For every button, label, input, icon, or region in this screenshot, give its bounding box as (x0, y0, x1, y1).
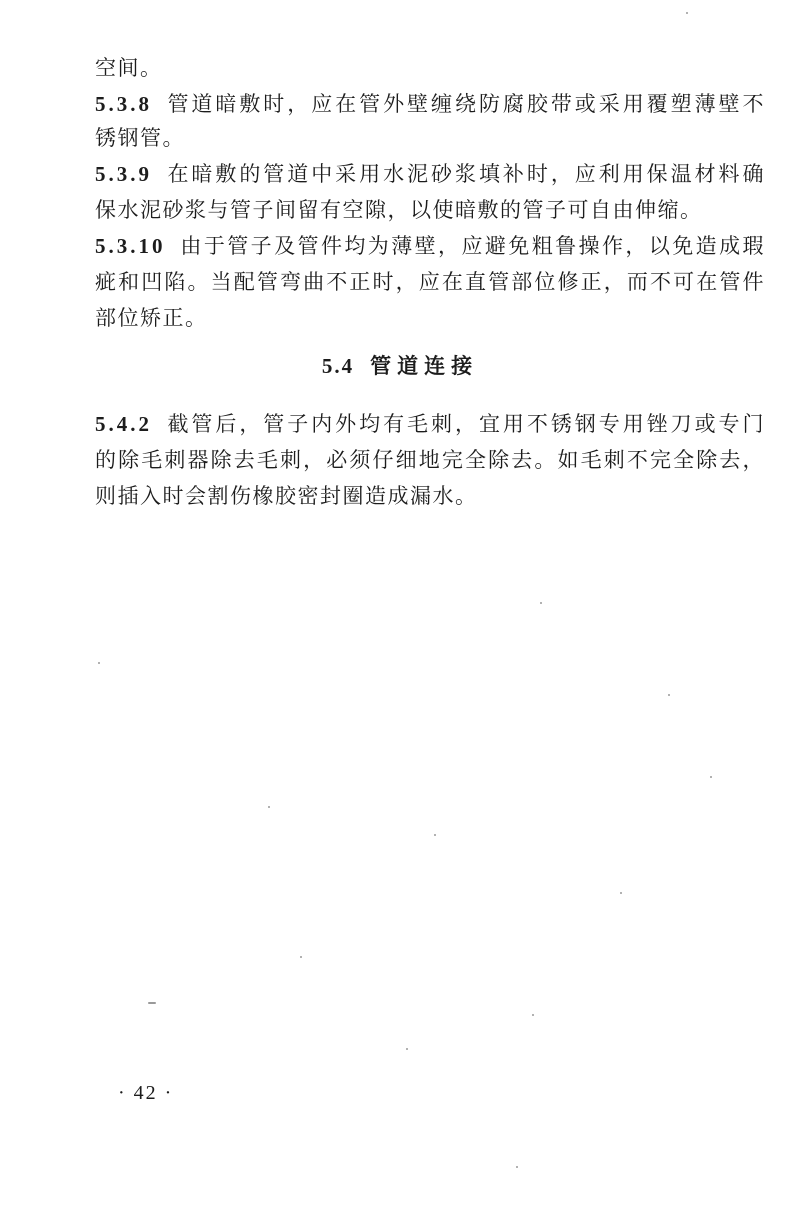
section-number: 5.4 (321, 354, 355, 378)
clause-text: 管道暗敷时，应在管外壁缠绕防腐胶带或采用覆塑薄壁不 (166, 92, 765, 116)
clause-5-3-8-line-1 (95, 86, 765, 122)
scan-speck (540, 602, 542, 604)
section-title: 管道连接 (370, 353, 479, 378)
scan-speck (300, 956, 302, 958)
clause-5-4-2-line-3 (95, 478, 765, 514)
clause-text: 保水泥砂浆与管子间留有空隙，以使暗敷的管子可自由伸缩。 (95, 198, 703, 222)
clause-text: 疵和凹陷。当配管弯曲不正时，应在直管部位修正，而不可在管件 (95, 270, 765, 294)
text-line: 空间。 (95, 56, 163, 80)
clause-text: 锈钢管。 (95, 126, 185, 150)
clause-text: 部位矫正。 (95, 306, 208, 330)
clause-number: 5.3.8 (95, 92, 152, 116)
scan-speck (710, 776, 712, 778)
clause-number: 5.3.9 (95, 162, 152, 186)
clause-5-3-10-line-2 (95, 264, 765, 300)
scan-speck (668, 694, 670, 696)
clause-text: 截管后，管子内外均有毛刺，宜用不锈钢专用锉刀或专门 (166, 412, 765, 436)
scan-speck (268, 806, 270, 808)
clause-5-4-2-line-2 (95, 442, 765, 478)
clause-5-3-10-line-1 (95, 228, 765, 264)
clause-text: 在暗敷的管道中采用水泥砂浆填补时，应利用保温材料确 (166, 162, 765, 186)
clause-5-4-2-line-1 (95, 406, 765, 442)
clause-5-3-8-line-2 (95, 120, 765, 156)
scan-speck (434, 834, 436, 836)
paragraph-continuation-line (95, 50, 765, 86)
scan-speck (98, 662, 100, 664)
section-heading (0, 348, 800, 384)
clause-text: 则插入时会割伤橡胶密封圈造成漏水。 (95, 484, 478, 508)
scan-speck (532, 1014, 534, 1016)
clause-text: 由于管子及管件均为薄壁，应避免粗鲁操作，以免造成瑕 (179, 234, 765, 258)
clause-text: 的除毛刺器除去毛刺，必须仔细地完全除去。如毛刺不完全除去， (95, 448, 765, 472)
clause-5-3-10-line-3 (95, 300, 765, 336)
scan-speck (620, 892, 622, 894)
clause-number: 5.4.2 (95, 412, 152, 436)
scan-speck (686, 12, 688, 14)
clause-number: 5.3.10 (95, 234, 166, 258)
scan-speck (148, 1002, 156, 1004)
scan-speck (516, 1166, 518, 1168)
scan-speck (406, 1048, 408, 1050)
clause-5-3-9-line-1 (95, 156, 765, 192)
page-number: · 42 · (118, 1082, 174, 1104)
clause-5-3-9-line-2 (95, 192, 765, 228)
